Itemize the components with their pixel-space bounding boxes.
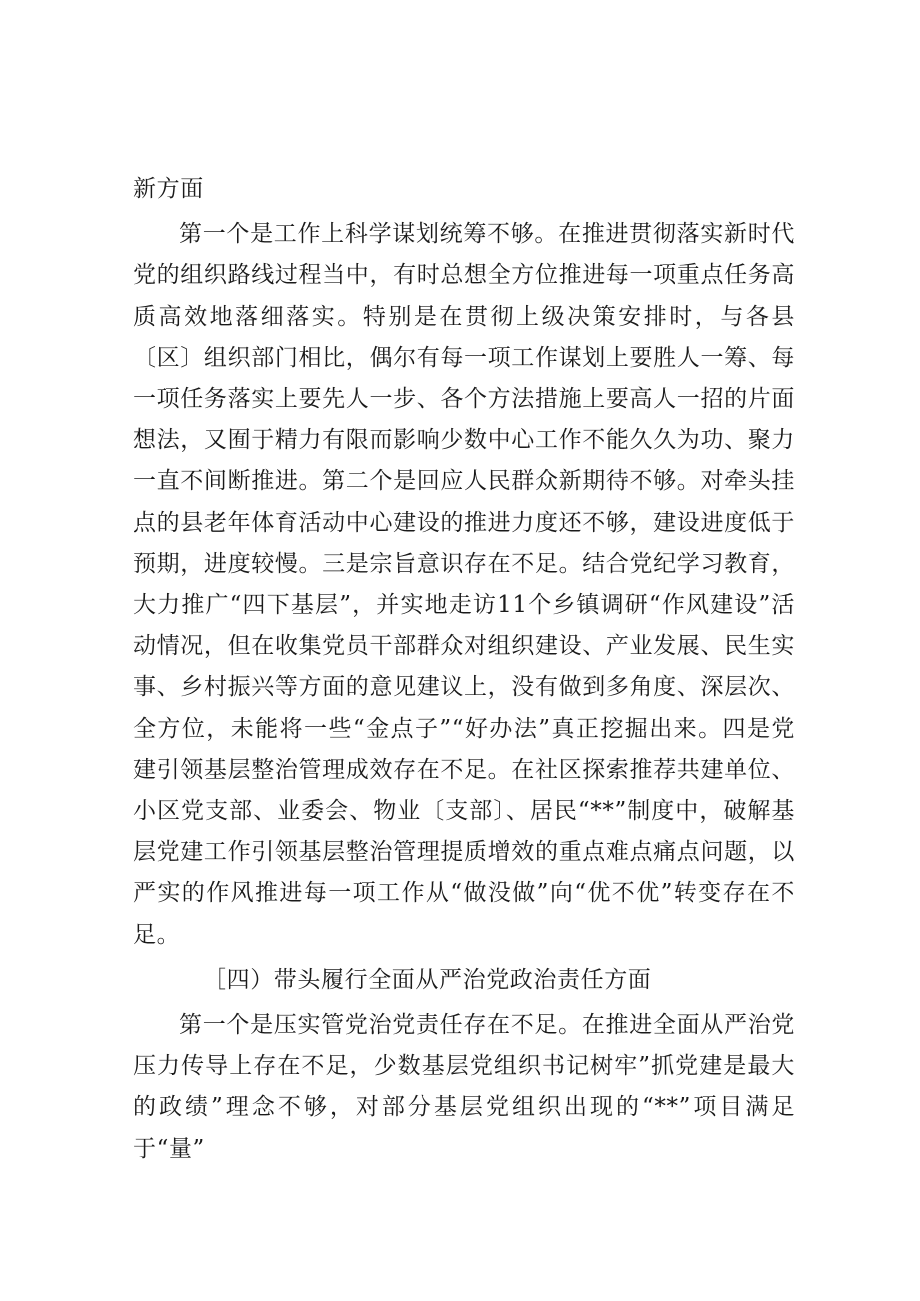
paragraph-party-responsibility: 第一个是压实管党治党责任存在不足。在推进全面从严治党压力传导上存在不足，少数基层党组织书记树牢”抓党建是最大的政绩”理念不够，对部分基层党组织出现的“**”项目满足于“量” xyxy=(133,1012,795,1162)
paragraph-work-planning: 第一个是工作上科学谋划统筹不够。在推进贯彻落实新时代党的组织路线过程当中，有时总想全方位推进每一项重点任务高质高效地落细落实。特别是在贯彻上级决策安排时，与各县〔区〕组织部门相比，偶尔有每一项工作谋划上要胜人一筹、每一项任务落实上要先人一步、各个方法措施上要高人一招的片面想法，又囿于精力有限而影响少数中心工作不能久久为功、聚力一直不间断推进。第二个是回应人民群众新期待不够。对牵头挂点的县老年体育活动中心建设的推进力度还不够，建设进度低于预期，进度较慢。三是宗旨意识存在不足。结合党纪学习教育，大力推广“四下基层”，并实地走访11个乡镇调研“作风建设”活动情况，但在收集党员干部群众对组织建设、产业发展、民生实事、乡村振兴等方面的意见建议上，没有做到多角度、深层次、全方位，未能将一些“金点子”“好办法”真正挖掘出来。四是党建引领基层整治管理成效存在不足。在社区探索推荐共建单位、小区党支部、业委会、物业〔支部〕、居民“**”制度中，破解基层党建工作引领基层整治管理提质增效的重点难点痛点问题，以严实的作风推进每一项工作从“做没做”向“优不优”转变存在不足。 xyxy=(133,221,795,948)
paragraph-continuation: 新方面 xyxy=(133,176,204,202)
document-body xyxy=(133,169,795,1170)
section-heading-four: ［四）带头履行全面从严治党政治责任方面 xyxy=(203,966,652,993)
